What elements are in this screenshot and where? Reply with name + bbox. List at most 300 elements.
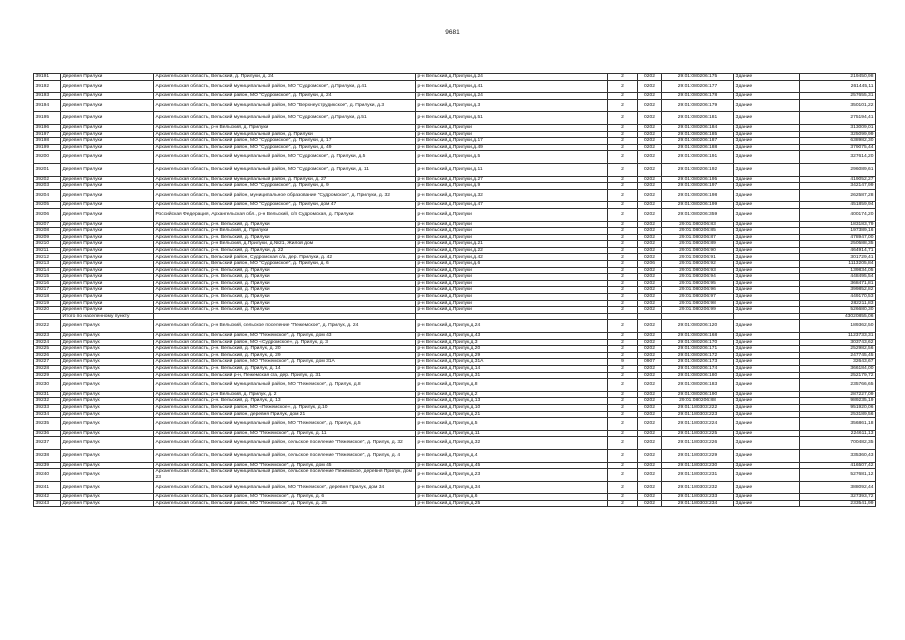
location-cell: р-н Вельский,д.Прилук,д.31А xyxy=(416,359,608,366)
cadastral-number-cell: 29:01:180303:234 xyxy=(662,500,734,507)
table-row xyxy=(34,346,876,353)
cadastral-number-cell: 29:01:080206:191 xyxy=(662,151,734,164)
table-row xyxy=(34,320,876,333)
object-type-cell: Здание xyxy=(734,449,800,462)
object-type-cell: Здание xyxy=(734,372,800,379)
code-a-cell: 2 xyxy=(608,372,638,379)
row-number-cell: 39212 xyxy=(34,254,61,261)
object-type-cell: Здание xyxy=(734,320,800,333)
code-b-cell: 0202 xyxy=(638,339,662,346)
settlement-name-cell: Деревня Прилуки xyxy=(61,112,154,125)
code-b-cell: 0202 xyxy=(638,241,662,248)
table-row xyxy=(34,202,876,209)
location-cell: р-н Вельский,д.Прилуки xyxy=(416,221,608,228)
settlement-name-cell: Деревня Прилуки xyxy=(61,208,154,221)
location-cell: р-н Вельский,д.Прилуки,д.3 xyxy=(416,99,608,112)
location-cell: р-н Вельский,д.Прилуки xyxy=(416,124,608,131)
code-a-cell: 2 xyxy=(608,352,638,359)
settlement-name-cell: Деревня Прилуки xyxy=(61,189,154,202)
code-a-cell: 2 xyxy=(608,294,638,301)
settlement-name-cell: Деревня Прилуки xyxy=(61,183,154,190)
cadastral-number-cell: 29:01:080206:177 xyxy=(662,80,734,93)
cadastral-number-cell: 29:01:080206:95 xyxy=(662,280,734,287)
cadastral-value-cell: 252179,72 xyxy=(800,372,876,379)
code-b-cell: 0202 xyxy=(638,254,662,261)
cadastral-value-cell: 356861,18 xyxy=(800,418,876,431)
code-a-cell: 2 xyxy=(608,481,638,494)
cadastral-value-cell: 262587,28 xyxy=(800,189,876,202)
cadastral-number-cell: 29:01:080206:174 xyxy=(662,365,734,372)
row-number-cell: 39210 xyxy=(34,241,61,248)
code-b-cell: 0202 xyxy=(638,144,662,151)
address-cell: Российская Федерация, Архангельская обл., р-н Вельский, с/п Судромская, д. Прилуки xyxy=(154,208,416,221)
cadastral-number-cell: 29:01:080206:197 xyxy=(662,183,734,190)
cadastral-number-cell: 29:01:080206:178 xyxy=(662,93,734,100)
code-a-cell: 2 xyxy=(608,163,638,176)
address-cell: Архангельская область, Вельский муниципальный район, д. Прилуки xyxy=(154,131,416,138)
table-row xyxy=(34,183,876,190)
address-cell: Архангельская область, Вельский муниципальный район, МО "Верхнеуструдикское", д. Прилуки, д.3 xyxy=(154,99,416,112)
object-type-cell: Здание xyxy=(734,365,800,372)
cadastral-number-cell: 29:01:080206:199 xyxy=(662,202,734,209)
object-type-cell: Здание xyxy=(734,131,800,138)
location-cell: р-н Вельский,д.Прилук,д.32 xyxy=(416,437,608,450)
cadastral-value-cell: 350101,22 xyxy=(800,99,876,112)
cadastral-number-cell: 29:01:080206:180 xyxy=(662,372,734,379)
code-b-cell: 0202 xyxy=(638,163,662,176)
table-row xyxy=(34,228,876,235)
row-number-cell: 39192 xyxy=(34,80,61,93)
row-number-cell: 39217 xyxy=(34,287,61,294)
table-row xyxy=(34,74,876,81)
code-a-cell: 2 xyxy=(608,494,638,501)
table-row xyxy=(34,469,876,482)
table-row xyxy=(34,339,876,346)
location-cell: р-н Вельский,д.Прилуки,д.11 xyxy=(416,163,608,176)
code-b-cell: 0202 xyxy=(638,346,662,353)
settlement-name-cell: Деревня Прилук xyxy=(61,418,154,431)
code-a-cell: 2 xyxy=(608,183,638,190)
location-cell: р-н Вельский,д.Прилук,д.13 xyxy=(416,398,608,405)
location-cell: р-н Вельский,д.Прилук,д.43 xyxy=(416,333,608,340)
object-type-cell: Здание xyxy=(734,151,800,164)
row-number-cell: 39235 xyxy=(34,418,61,431)
address-cell xyxy=(154,313,416,320)
object-type-cell: Здание xyxy=(734,112,800,125)
address-cell: Архангельская область, Вельский муниципальный район, МО "Пежемское", д. Прилук, д.8 xyxy=(154,379,416,392)
cadastral-number-cell: 29:01:080206:120 xyxy=(662,320,734,333)
code-a-cell: 2 xyxy=(608,228,638,235)
cadastral-value-cell: 43020855,06 xyxy=(800,313,876,320)
code-a-cell: 2 xyxy=(608,430,638,437)
object-type-cell: Здание xyxy=(734,287,800,294)
settlement-name-cell: Деревня Прилук xyxy=(61,391,154,398)
settlement-name-cell: Деревня Прилук xyxy=(61,462,154,469)
code-a-cell: 2 xyxy=(608,99,638,112)
table-row xyxy=(34,247,876,254)
code-a-cell: 2 xyxy=(608,151,638,164)
code-b-cell: 0202 xyxy=(638,500,662,507)
address-cell: Архангельская область, р-н Вельский, д. Прилук, д. 2 xyxy=(154,391,416,398)
location-cell: р-н Вельский,д.Прилук,д.45 xyxy=(416,462,608,469)
cadastral-number-cell: 29:01:080206:90 xyxy=(662,247,734,254)
cadastral-value-cell: 327614,20 xyxy=(800,151,876,164)
table-row xyxy=(34,307,876,314)
code-a-cell: 2 xyxy=(608,176,638,183)
table-row xyxy=(34,287,876,294)
address-cell: Архангельская область, Вельский район, МО "Судромское", д. Прилуки, д. 9 xyxy=(154,183,416,190)
row-number-cell: 39204 xyxy=(34,189,61,202)
cadastral-number-cell: 29:01:080206:175 xyxy=(662,74,734,81)
code-b-cell: 0907 xyxy=(638,359,662,366)
row-number-cell: 39240 xyxy=(34,469,61,482)
object-type-cell: Здание xyxy=(734,247,800,254)
address-cell: Архангельская область, Вельский район, МО "Пежемское", д. Прилук, д. 25 xyxy=(154,500,416,507)
cadastral-value-cell: 416507,42 xyxy=(800,462,876,469)
code-a-cell: 2 xyxy=(608,320,638,333)
table-row xyxy=(34,99,876,112)
cadastral-number-cell: 29:01:180303:231 xyxy=(662,469,734,482)
row-number-cell: 39223 xyxy=(34,333,61,340)
cadastral-number-cell: 29:01:080206:97 xyxy=(662,294,734,301)
object-type-cell: Здание xyxy=(734,404,800,411)
cadastral-value-cell: 478947,00 xyxy=(800,234,876,241)
object-type-cell xyxy=(734,313,800,320)
code-a-cell: 2 xyxy=(608,411,638,418)
object-type-cell: Здание xyxy=(734,234,800,241)
settlement-name-cell: Деревня Прилук xyxy=(61,411,154,418)
location-cell: р-н Вельский,д.Прилуки xyxy=(416,307,608,314)
row-number-cell: 39203 xyxy=(34,183,61,190)
cadastral-number-cell xyxy=(662,313,734,320)
code-a-cell: 2 xyxy=(608,398,638,405)
row-number-cell: 39202 xyxy=(34,176,61,183)
row-number-cell: 39237 xyxy=(34,437,61,450)
cadastral-number-cell: 29:01:080206:171 xyxy=(662,346,734,353)
code-b-cell: 0202 xyxy=(638,151,662,164)
row-number-cell: 39195 xyxy=(34,112,61,125)
row-number-cell: 39201 xyxy=(34,163,61,176)
row-number-cell: 39206 xyxy=(34,208,61,221)
cadastral-number-cell: 29:01:080206:195 xyxy=(662,176,734,183)
object-type-cell: Здание xyxy=(734,430,800,437)
code-a-cell: 2 xyxy=(608,202,638,209)
cadastral-value-cell: 219450,98 xyxy=(800,74,876,81)
object-type-cell: Здание xyxy=(734,294,800,301)
code-b-cell: 0202 xyxy=(638,411,662,418)
object-type-cell: Здание xyxy=(734,93,800,100)
settlement-name-cell: Деревня Прилук xyxy=(61,494,154,501)
cadastral-value-cell: 366184,00 xyxy=(800,365,876,372)
code-b-cell: 0202 xyxy=(638,247,662,254)
address-cell: Архангельская область, р-н. Вельский, д. Прилук, д. 13 xyxy=(154,398,416,405)
code-b-cell: 0202 xyxy=(638,352,662,359)
code-b-cell: 0202 xyxy=(638,307,662,314)
code-a-cell: 2 xyxy=(608,80,638,93)
object-type-cell: Здание xyxy=(734,144,800,151)
table-row xyxy=(34,313,876,320)
cadastral-number-cell: 29:01:180303:224 xyxy=(662,418,734,431)
cadastral-number-cell: 29:01:080206:168 xyxy=(662,333,734,340)
settlement-name-cell: Деревня Прилуки xyxy=(61,80,154,93)
table-row xyxy=(34,261,876,268)
code-b-cell: 0202 xyxy=(638,138,662,145)
code-a-cell: 2 xyxy=(608,333,638,340)
row-number-cell: 39205 xyxy=(34,202,61,209)
table-row xyxy=(34,221,876,228)
address-cell: Архангельская область, р-н. Вельский, д. Прилуки xyxy=(154,221,416,228)
location-cell: р-н Вельский,д.Прилуки,д.27 xyxy=(416,176,608,183)
row-number-cell: 39194 xyxy=(34,99,61,112)
settlement-name-cell: Деревня Прилук xyxy=(61,339,154,346)
address-cell: Архангельская область, Вельский муниципальный район, МО "Судромское", д.Прилуки, д.51 xyxy=(154,112,416,125)
cadastral-number-cell: 29:01:080206:185 xyxy=(662,131,734,138)
table-row xyxy=(34,267,876,274)
code-b-cell: 0202 xyxy=(638,287,662,294)
settlement-name-cell: Деревня Прилук xyxy=(61,333,154,340)
code-b-cell: 0202 xyxy=(638,183,662,190)
code-b-cell: 0202 xyxy=(638,398,662,405)
object-type-cell: Здание xyxy=(734,80,800,93)
location-cell: р-н Вельский,д.Прилуки,д.32 xyxy=(416,189,608,202)
settlement-name-cell: Деревня Прилуки xyxy=(61,221,154,228)
location-cell: р-н Вельский,д.Прилук,д.2 xyxy=(416,391,608,398)
location-cell: р-н Вельский,д.Прилуки,д.42 xyxy=(416,254,608,261)
cadastral-value-cell: 526680,30 xyxy=(800,307,876,314)
code-b-cell: 0202 xyxy=(638,274,662,281)
cadastral-number-cell: 29:01:080206:179 xyxy=(662,99,734,112)
object-type-cell: Здание xyxy=(734,138,800,145)
row-number-cell: 39191 xyxy=(34,74,61,81)
cadastral-number-cell: 29:01:180303:232 xyxy=(662,481,734,494)
address-cell: Архангельская область, Вельский муниципальный район, МО "Судромское", д. Прилуки, д.5 xyxy=(154,151,416,164)
address-cell: Архангельская область, Вельский район, деревня Прилук, дом 21 xyxy=(154,411,416,418)
table-row xyxy=(34,144,876,151)
settlement-name-cell: Деревня Прилук xyxy=(61,481,154,494)
cadastral-value-cell: 700482,35 xyxy=(800,437,876,450)
address-cell: Архангельская область, Вельский район, Судромская с/а, дер. Прилуки, д. 42 xyxy=(154,254,416,261)
object-type-cell: Здание xyxy=(734,176,800,183)
code-a-cell: 2 xyxy=(608,280,638,287)
settlement-name-cell: Деревня Прилуки xyxy=(61,274,154,281)
row-number-cell: 39220 xyxy=(34,307,61,314)
code-a-cell: 2 xyxy=(608,221,638,228)
code-b-cell: 0202 xyxy=(638,404,662,411)
location-cell: р-н Вельский,д.Прилуки xyxy=(416,287,608,294)
table-row xyxy=(34,151,876,164)
object-type-cell: Здание xyxy=(734,469,800,482)
code-a-cell: 2 xyxy=(608,124,638,131)
settlement-name-cell: Деревня Прилук xyxy=(61,346,154,353)
object-type-cell: Здание xyxy=(734,359,800,366)
row-number-cell: 39236 xyxy=(34,430,61,437)
code-a-cell: 2 xyxy=(608,379,638,392)
object-type-cell: Здание xyxy=(734,418,800,431)
object-type-cell: Здание xyxy=(734,379,800,392)
location-cell: р-н Вельский,д.Прилук,д.8 xyxy=(416,379,608,392)
object-type-cell: Здание xyxy=(734,462,800,469)
settlement-name-cell: Итого по населенному пункту xyxy=(61,313,154,320)
object-type-cell: Здание xyxy=(734,333,800,340)
cadastral-value-cell: 183183,79 xyxy=(800,221,876,228)
code-a-cell: 2 xyxy=(608,307,638,314)
code-a-cell: 2 xyxy=(608,261,638,268)
location-cell: р-н Вельский,д.Прилук,д.6 xyxy=(416,494,608,501)
table-row xyxy=(34,124,876,131)
cadastral-value-cell: 638982,30 xyxy=(800,138,876,145)
address-cell: Архангельская область, р-н. Вельский, д. Прилуки xyxy=(154,267,416,274)
cadastral-number-cell: 29:01:080206:94 xyxy=(662,274,734,281)
object-type-cell: Здание xyxy=(734,352,800,359)
cadastral-value-cell: 325099,99 xyxy=(800,131,876,138)
code-b-cell: 0202 xyxy=(638,437,662,450)
location-cell: р-н Вельский,д.Прилуки,д.49 xyxy=(416,144,608,151)
table-row xyxy=(34,379,876,392)
settlement-name-cell: Деревня Прилук xyxy=(61,372,154,379)
settlement-name-cell: Деревня Прилуки xyxy=(61,300,154,307)
code-b-cell: 0202 xyxy=(638,176,662,183)
settlement-name-cell: Деревня Прилуки xyxy=(61,228,154,235)
table-row xyxy=(34,300,876,307)
row-number-cell: 39232 xyxy=(34,398,61,405)
code-a-cell: 2 xyxy=(608,339,638,346)
cadastral-number-cell: 29:01:180303:226 xyxy=(662,437,734,450)
location-cell: р-н Вельский,д.Прилуки,д.17 xyxy=(416,138,608,145)
cadastral-value-cell: 388092,44 xyxy=(800,481,876,494)
object-type-cell: Здание xyxy=(734,202,800,209)
cadastral-value-cell: 379075,44 xyxy=(800,144,876,151)
row-number-cell: 39228 xyxy=(34,365,61,372)
cadastral-value-cell: 1123733,31 xyxy=(800,333,876,340)
code-a-cell: 2 xyxy=(608,254,638,261)
object-type-cell: Здание xyxy=(734,307,800,314)
code-a-cell: 2 xyxy=(608,208,638,221)
code-a-cell: 2 xyxy=(608,469,638,482)
cadastral-number-cell: 29:01:080206:93 xyxy=(662,267,734,274)
row-number-cell: 39207 xyxy=(34,221,61,228)
cadastral-value-cell: 197389,16 xyxy=(800,228,876,235)
address-cell: Архангельская область, р-н. Вельский, д. Прилуки xyxy=(154,287,416,294)
code-a-cell: 2 xyxy=(608,437,638,450)
location-cell: р-н Вельский,д.Прилук,д.20 xyxy=(416,346,608,353)
location-cell: р-н Вельский,д.Прилуки,д.21 xyxy=(416,241,608,248)
table-row xyxy=(34,365,876,372)
cadastral-value-cell: 449170,53 xyxy=(800,294,876,301)
cadastral-value-cell: 989235,19 xyxy=(800,398,876,405)
row-number-cell: 39213 xyxy=(34,261,61,268)
row-number-cell xyxy=(34,313,61,320)
settlement-name-cell: Деревня Прилуки xyxy=(61,202,154,209)
location-cell: р-н Вельский,д.Прилук,д.31 xyxy=(416,372,608,379)
address-cell: Архангельская область, р-н. Вельский, д. Прилуки xyxy=(154,274,416,281)
row-number-cell: 39199 xyxy=(34,144,61,151)
object-type-cell: Здание xyxy=(734,241,800,248)
address-cell: Архангельская область, Вельский район, МО «Судромское», д. Прилук, д. 3 xyxy=(154,339,416,346)
code-a-cell: 2 xyxy=(608,247,638,254)
table-row xyxy=(34,112,876,125)
object-type-cell: Здание xyxy=(734,163,800,176)
location-cell: р-н Вельский,д.Прилуки xyxy=(416,274,608,281)
cadastral-number-cell: 29:01:080206:99 xyxy=(662,307,734,314)
address-cell: Архангельская область, Вельский район, МО "Пежемское", д. Прилук, дом 31А xyxy=(154,359,416,366)
code-a-cell: 2 xyxy=(608,287,638,294)
cadastral-number-cell: 29:01:080206:183 xyxy=(662,379,734,392)
settlement-name-cell: Деревня Прилук xyxy=(61,469,154,482)
code-b-cell: 0202 xyxy=(638,74,662,81)
location-cell: р-н Вельский,д.Прилуки,д.47 xyxy=(416,202,608,209)
address-cell: Архангельская область, р-н Вельский, сельское поселение "Пежемское", д. Прилук, д. 24 xyxy=(154,320,416,333)
address-cell: Архангельская область, Вельский район, МО "Пежемское", д. Прилук, д. 6 xyxy=(154,494,416,501)
table-row xyxy=(34,398,876,405)
address-cell: Архангельская область, Вельский район, МО "Судромское", д. Прилуки, д. 24 xyxy=(154,93,416,100)
location-cell: р-н Вельский,д.Прилуки xyxy=(416,208,608,221)
cadastral-value-cell: 224611,13 xyxy=(800,430,876,437)
location-cell: р-н Вельский,д.Прилуки,д.6 xyxy=(416,261,608,268)
location-cell: р-н Вельский,д.Прилуки,д.9 xyxy=(416,183,608,190)
code-b-cell: 0202 xyxy=(638,124,662,131)
page-number: 9681 xyxy=(445,29,460,36)
cadastral-value-cell: 261445,11 xyxy=(800,80,876,93)
address-cell: Архангельская область, Вельский муниципальный район, МО "Судромское", д.Прилуки, д.41 xyxy=(154,80,416,93)
table-row xyxy=(34,449,876,462)
settlement-name-cell: Деревня Прилук xyxy=(61,437,154,450)
code-b-cell: 0202 xyxy=(638,221,662,228)
row-number-cell: 39197 xyxy=(34,131,61,138)
object-type-cell: Здание xyxy=(734,346,800,353)
settlement-name-cell: Деревня Прилук xyxy=(61,320,154,333)
cadastral-value-cell: 451859,94 xyxy=(800,202,876,209)
row-number-cell: 39242 xyxy=(34,494,61,501)
row-number-cell: 39219 xyxy=(34,300,61,307)
code-a-cell: 2 xyxy=(608,131,638,138)
row-number-cell: 39211 xyxy=(34,247,61,254)
address-cell: Архангельская область, Вельский муниципальный район, сельское поселение Пежемское, деревня Прилук, дом 23 xyxy=(154,469,416,482)
address-cell: Архангельская область, р-н. Вельский, д. Прилук, д. 20 xyxy=(154,346,416,353)
location-cell: р-н Вельский,д.Прилуки,д.51 xyxy=(416,112,608,125)
location-cell: р-н Вельский,д.Прилуки,д.5 xyxy=(416,151,608,164)
address-cell: Архангельская область, р-н. Вельский, д. Прилук, д. 14 xyxy=(154,365,416,372)
cadastral-number-cell: 29:01:080206:87 xyxy=(662,234,734,241)
cadastral-number-cell: 29:01:180303:230 xyxy=(662,462,734,469)
address-cell: Архангельская область, Вельский муниципальный район, сельское поселение "Пежемское", д. Прилук, д. 4 xyxy=(154,449,416,462)
row-number-cell: 39216 xyxy=(34,280,61,287)
table-row xyxy=(34,333,876,340)
row-number-cell: 39196 xyxy=(34,124,61,131)
settlement-name-cell: Деревня Прилуки xyxy=(61,294,154,301)
cadastral-value-cell: 464914,71 xyxy=(800,247,876,254)
object-type-cell: Здание xyxy=(734,437,800,450)
settlement-name-cell: Деревня Прилуки xyxy=(61,99,154,112)
address-cell: Архангельская область, р-н. Вельский, д. Прилуки xyxy=(154,234,416,241)
object-type-cell: Здание xyxy=(734,267,800,274)
row-number-cell: 39215 xyxy=(34,274,61,281)
table-row xyxy=(34,131,876,138)
cadastral-value-cell: 287227,09 xyxy=(800,391,876,398)
table-row xyxy=(34,437,876,450)
address-cell: Архангельская область, Вельский район, МО "Пежемское", д. Прилук, дом 45 xyxy=(154,462,416,469)
table-row xyxy=(34,294,876,301)
code-b-cell: 0202 xyxy=(638,300,662,307)
row-number-cell: 39243 xyxy=(34,500,61,507)
object-type-cell: Здание xyxy=(734,189,800,202)
table-row xyxy=(34,418,876,431)
location-cell: р-н Вельский,д.Прилуки xyxy=(416,280,608,287)
address-cell: Архангельская область, р-н Вельский, д.Прилуки, д.№21, Жилой дом xyxy=(154,241,416,248)
object-type-cell: Здание xyxy=(734,339,800,346)
code-b-cell: 0202 xyxy=(638,333,662,340)
settlement-name-cell: Деревня Прилук xyxy=(61,398,154,405)
address-cell: Архангельская область, Вельский район, МО "Пежемское", д. Прилук, д. 11 xyxy=(154,430,416,437)
